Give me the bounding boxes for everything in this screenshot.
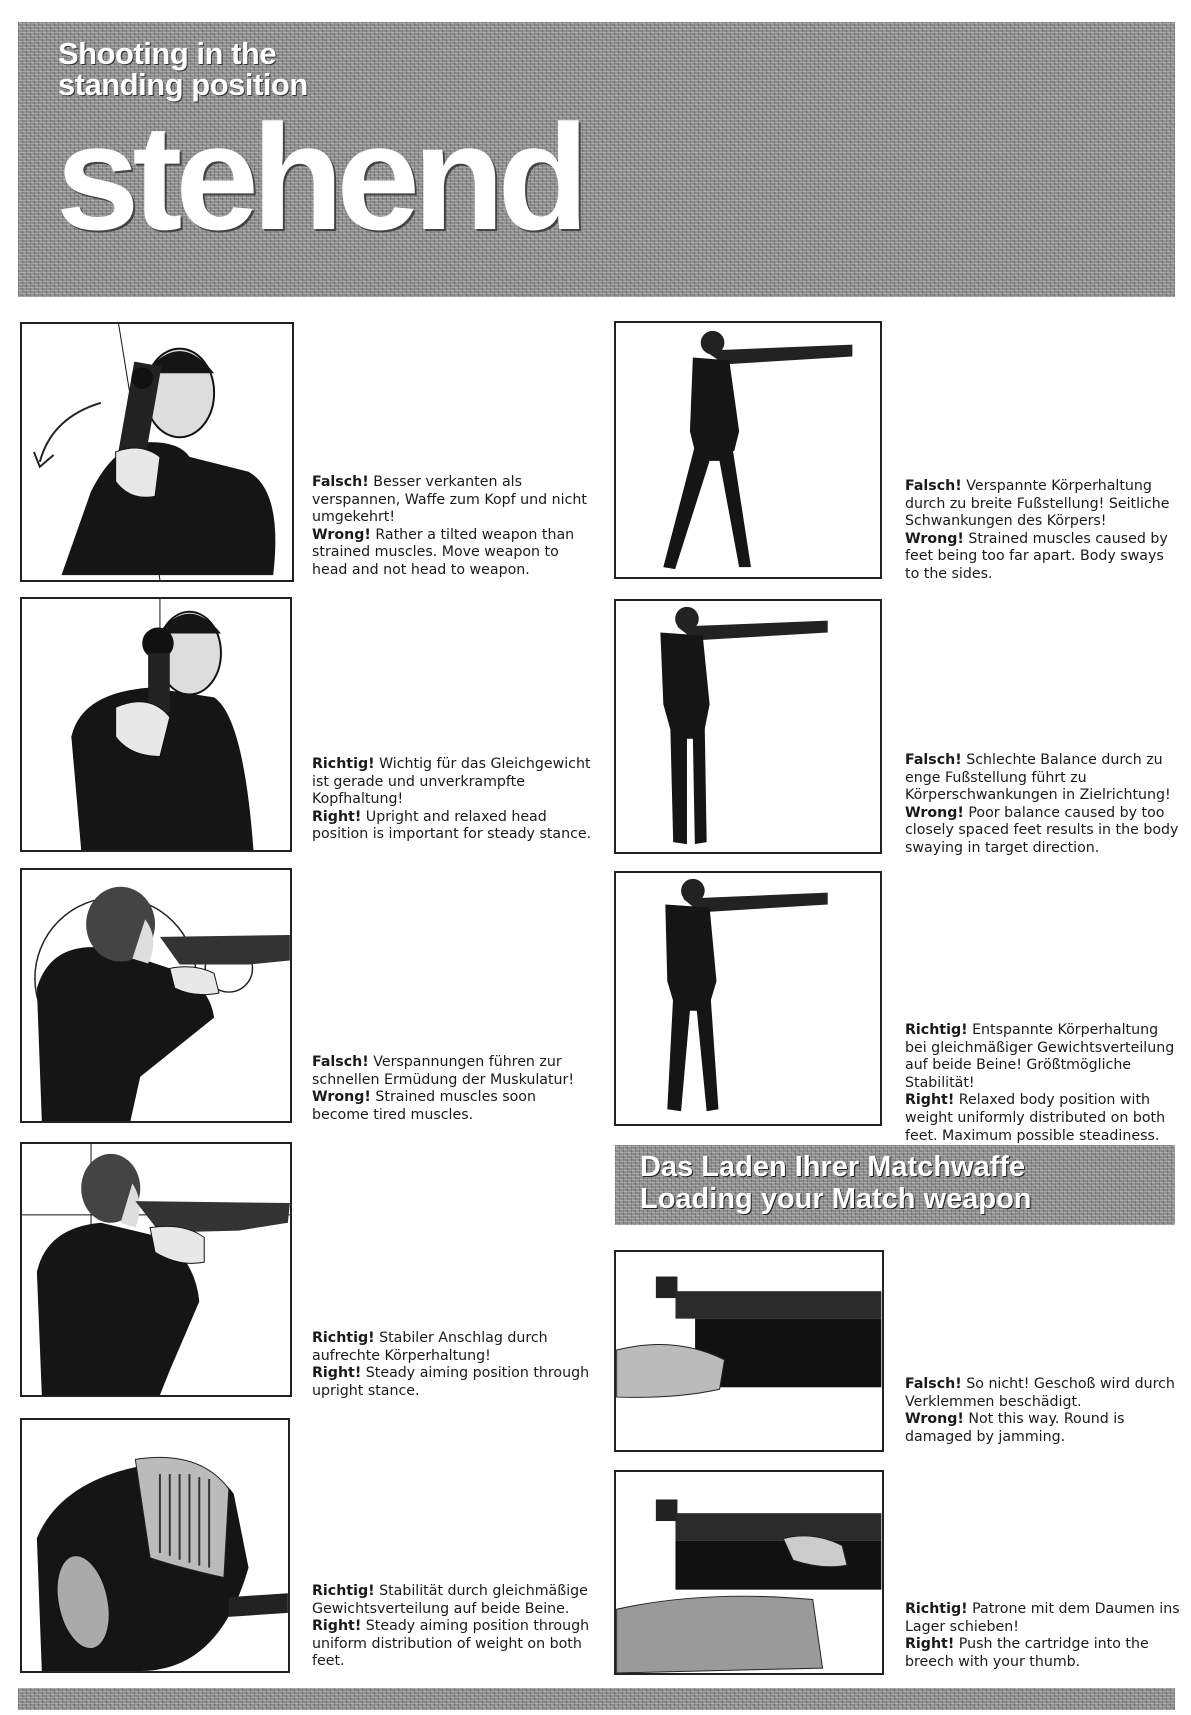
caption-left-4 [312,1330,592,1400]
photo-wide-stance-wrong [614,321,882,579]
text-en: Strained muscles soon become tired muscles. [312,1089,536,1123]
loading-title-de: Das Laden Ihrer Matchwaffe [640,1151,1026,1183]
text-de: Stabiler Anschlag durch aufrechte Körperhaltung! [312,1330,548,1364]
caption-right-1 [905,478,1180,584]
text-de: Verspannte Körperhaltung durch zu breite Fußstellung! Seitliche Schwankungen des Körpers! [905,478,1170,530]
caption-left-2 [312,756,592,844]
label-de: Richtig! [905,1022,968,1038]
text-de: Stabilität durch gleichmäßige Gewichtsverteilung auf beide Beine. [312,1583,588,1617]
text-en: Relaxed body position with weight uniformly distributed on both feet. Maximum possible steadiness. [905,1092,1166,1144]
label-de: Richtig! [312,756,375,772]
photo-side-upright-right [20,1142,292,1397]
label-en: Right! [905,1092,955,1109]
photo-loading-right [614,1470,884,1675]
text-de: So nicht! Geschoß wird durch Verklemmen beschädigt. [905,1376,1175,1410]
text-en: Steady aiming position through upright stance. [312,1365,590,1399]
label-en: Right! [312,1365,362,1382]
footer-bar [18,1688,1175,1710]
label-de: Falsch! [905,752,962,768]
page-title: stehend [56,93,583,261]
label-en: Wrong! [312,1089,371,1106]
text-de: Patrone mit dem Daumen ins Lager schieben! [905,1601,1180,1635]
text-en: Not this way. Round is damaged by jamming. [905,1411,1125,1445]
photo-front-upright-right [20,597,292,852]
text-en: Rather a tilted weapon than strained muscles. Move weapon to head and not head to weapon. [312,526,575,578]
label-en: Right! [312,1618,362,1635]
text-de: Schlechte Balance durch zu enge Fußstellung führt zu Körperschwankungen in Zielrichtung! [905,752,1171,804]
page-subtitle: Shooting in the standing position [58,36,308,102]
caption-right-2 [905,752,1180,858]
text-de: Verspannungen führen zur schnellen Ermüdung der Muskulatur! [312,1054,575,1088]
caption-right-3 [905,1022,1180,1145]
loading-title-en: Loading your Match weapon [640,1183,1032,1215]
text-de: Wichtig für das Gleichgewicht ist gerade und unverkrampfte Kopfhaltung! [312,756,591,808]
caption-left-3 [312,1054,592,1124]
photo-loading-wrong [614,1250,884,1452]
label-de: Falsch! [905,1376,962,1392]
label-de: Richtig! [312,1583,375,1599]
photo-feet-closeup-right [20,1418,290,1673]
text-en: Push the cartridge into the breech with your thumb. [905,1636,1149,1670]
text-de: Entspannte Körperhaltung bei gleichmäßiger Gewichtsverteilung auf beide Beine! Größtmögliche Stabilität! [905,1022,1175,1091]
caption-left-5 [312,1583,592,1671]
photo-relaxed-stance-right [614,871,882,1126]
label-en: Wrong! [905,804,964,821]
label-en: Right! [905,1636,955,1653]
text-en: Steady aiming position through uniform distribution of weight on both feet. [312,1618,590,1670]
label-de: Richtig! [312,1330,375,1346]
caption-left-1 [312,474,592,580]
label-en: Wrong! [905,1411,964,1428]
text-en: Strained muscles caused by feet being too far apart. Body sways to the sides. [905,530,1168,582]
label-de: Richtig! [905,1601,968,1617]
text-en: Upright and relaxed head position is important for steady stance. [312,808,592,843]
label-de: Falsch! [905,478,962,494]
label-en: Wrong! [312,526,371,543]
label-en: Right! [312,808,362,825]
text-en: Poor balance caused by too closely spaced feet results in the body swaying in target direction. [905,804,1179,856]
photo-side-strained-wrong [20,868,292,1123]
text-de: Besser verkanten als verspannen, Waffe zum Kopf und nicht umgekehrt! [312,474,587,526]
caption-loading-2 [905,1601,1180,1671]
label-de: Falsch! [312,474,369,490]
photo-front-tilted-wrong [20,322,294,582]
photo-narrow-stance-wrong [614,599,882,854]
title-banner [18,22,1175,297]
label-de: Falsch! [312,1054,369,1070]
label-en: Wrong! [905,530,964,547]
loading-section-banner [615,1145,1175,1225]
caption-loading-1 [905,1376,1180,1446]
